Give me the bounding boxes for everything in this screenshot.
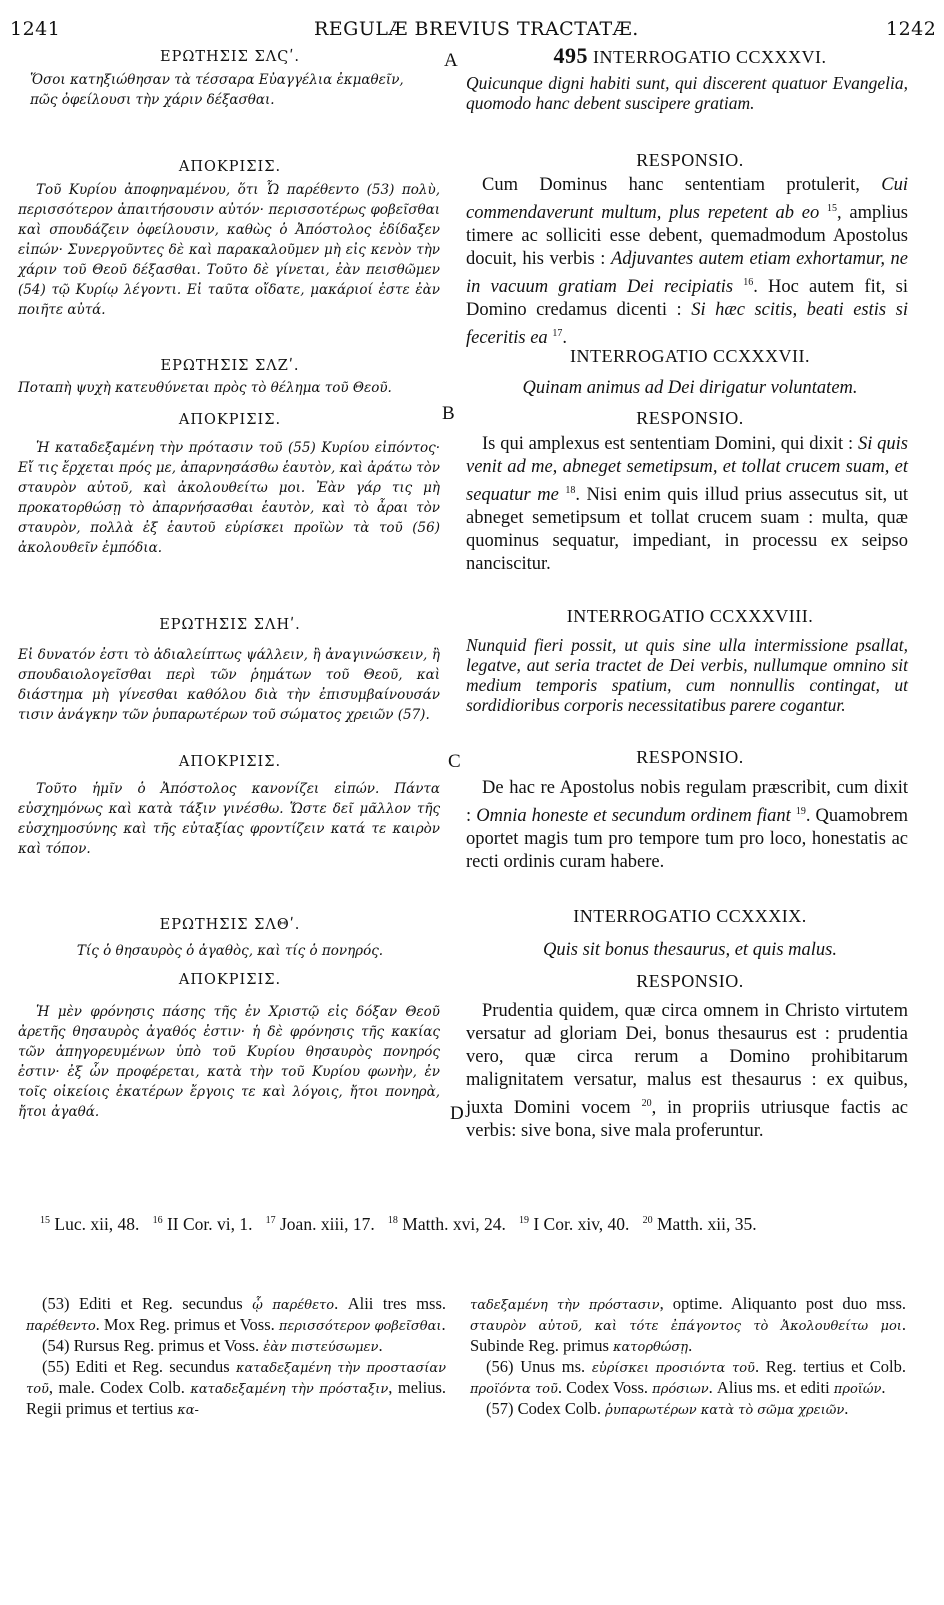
footnote-ref-19: 19	[795, 806, 806, 817]
latin-q237-title: INTERROGATIO CCXXXVII.	[570, 346, 810, 366]
greek-q238-response-title: ΑΠΟΚΡΙΣΙΣ.	[178, 754, 282, 770]
latin-q239-response	[466, 1000, 908, 1143]
latin-q237-resp-b: . Nisi enim quis illud prius assecutus sit, ut abneget semetipsum et tollat crucem suam : multa, quæ quominus sequatur, impediant, in processu ex seipso nanciscitur.	[466, 485, 909, 575]
margin-letter-a: A	[444, 50, 458, 71]
greek-q236-title: ΕΡΩΤΗΣΙΣ ΣΛϚʹ.	[160, 49, 300, 65]
greek-q237-title: ΕΡΩΤΗΣΙΣ ΣΛΖʹ.	[160, 358, 300, 374]
margin-letter-d: D	[450, 1103, 464, 1124]
footnote-ref-20: 20	[641, 1098, 652, 1109]
latin-q239-question: Quis sit bonus thesaurus, et quis malus.	[543, 940, 837, 960]
latin-q238-response	[466, 777, 908, 874]
greek-q239-question: Τίς ὁ θησαυρὸς ὁ ἀγαθὸς, καὶ τίς ὁ πονηρός.	[76, 943, 384, 959]
greek-q236-response: Τοῦ Κυρίου ἀποφηναμένου, ὅτι Ὧ παρέθεντο (53) πολὺ, περισσότερον ἀπαιτήσουσιν αὐτόν· περισσοτέρως φοβεῖσθαι καὶ σπουδάζειν ὀφείλουσιν, καθὼς ὁ Ἀπόστολος ἐδίδαξεν εἰπών· Συνεργοῦντες δὲ καὶ παρακαλοῦμεν μὴ εἰς κενὸν τὴν χάριν τοῦ Θεοῦ δέξασθαι. Τοῦτο δὲ γίνεται, ἐὰν πεισθῶμεν (54) τῷ Κυρίῳ λέγοντι. Εἰ ταῦτα οἴδατε, μακάριοί ἐστε ἐὰν ποιῆτε αὐτά.	[18, 182, 440, 318]
latin-q236-response-title: RESPONSIO.	[636, 150, 744, 170]
greek-q239-title: ΕΡΩΤΗΣΙΣ ΣΛΘʹ.	[159, 917, 301, 933]
scripture-ref: $^{18}$ Matth. xvi, 24.	[387, 1214, 506, 1234]
latin-q236-resp-c-quote: Si hæc scitis, beati estis si feceritis ea	[466, 300, 908, 349]
note-55: (55) Editi et Reg. secundus καταδεξαμένη τὴν προστασίαν τοῦ, male. Codex Colb. καταδεξαμένη τὴν πρόσταξιν, melius. Regii primus et tertius κα-	[26, 1357, 447, 1418]
footnote-ref-15: 15	[827, 203, 837, 214]
latin-q236-resp-c: . Hoc autem fit, si Domino credamus dicenti :	[466, 277, 908, 321]
scripture-ref: $^{20}$ Matth. xii, 35.	[642, 1214, 757, 1234]
scripture-ref: $^{19}$ I Cor. xiv, 40.	[518, 1214, 630, 1234]
latin-q237-question: Quinam animus ad Dei dirigatur voluntatem.	[522, 378, 858, 398]
latin-q236-resp-b: , amplius timere ac solliciti esse debent, quemadmodum Apostolus docuit, his verbis :	[466, 203, 908, 270]
greek-q238-title: ΕΡΩΤΗΣΙΣ ΣΛΗʹ.	[159, 617, 301, 633]
right-page-number: 1242	[886, 18, 937, 40]
note-55-continued: ταδεξαμένη τὴν πρόστασιν, optime. Aliquanto post duo mss. σταυρὸν αὐτοῦ, καὶ τότε ἐπάγοντος τὸ Ἀκολουθείτω μοι. Subinde Reg. primus κατορθώσῃ.	[470, 1294, 907, 1355]
latin-q237-response-title: RESPONSIO.	[636, 408, 744, 428]
greek-q239-response: Ἡ μὲν φρόνησις πάσης τῆς ἐν Χριστῷ εἰς δόξαν Θεοῦ ἀρετῆς θησαυρὸς ἀγαθός ἐστιν· ἡ δὲ φρόνησις τῆς κακίας τῶν ἀπηγορευμένων ὑπὸ τοῦ Κυρίου θησαυρὸς πονηρός ἐστιν· ἐξ ὧν προφέρεται, κατὰ τὴν τοῦ Κυρίου φωνὴν, ἐν τοῖς οἰκείοις ἑκατέρων ἔργοις τε καὶ λόγοις, ἤτοι πονηρὰ, ἤτοι ἀγαθά.	[18, 1004, 440, 1120]
latin-q237-resp-a-quote: Si quis venit ad me, abneget semetipsum, et tollat crucem suam, et sequatur me	[466, 434, 908, 506]
latin-q238-resp-a-quote: Omnia honeste et secundum ordinem fiant	[476, 806, 791, 827]
margin-letter-b: B	[442, 403, 455, 424]
scripture-ref: $^{16}$ II Cor. vi, 1.	[152, 1214, 253, 1234]
latin-q238-question: Nunquid fieri possit, ut quis sine ulla intermissione psallat, legatve, aut seria tractet de Dei verbis, nullumque omnino sit medium temporis spatium, cum nonnullis contingat, ut sordidioribus corporis necessitatibus parere cogantur.	[466, 635, 908, 715]
greek-q237-response: Ἡ καταδεξαμένη τὴν πρότασιν τοῦ (55) Κυρίου εἰπόντος· Εἴ τις ἔρχεται πρός με, ἀπαρνησάσθω ἑαυτὸν, καὶ ἀράτω τὸν σταυρὸν αὐτοῦ, καὶ ἀκολουθείτω μοι. Ἐὰν γάρ τις μὴ προκατορθώσῃ τὸ ἀπαρνήσασθαι ἑαυτὸν, καὶ τὸ ἆραι τὸν σταυρὸν, πολλὰ ἐξ ἑαυτοῦ εὑρίσκει προϊὼν τὰ τοῦ (56) ἀκολουθεῖν ἐμπόδια.	[18, 440, 440, 556]
latin-q236-question: Quicunque digni habiti sunt, qui discerent quatuor Evangelia, quomodo hanc debent suscipere gratiam.	[466, 73, 908, 113]
greek-q236-question: Ὅσοι κατηξιώθησαν τὰ τέσσαρα Εὐαγγέλια ἐκμαθεῖν, πῶς ὀφείλουσι τὴν χάριν δέξασθαι.	[30, 72, 404, 108]
footnote-ref-17: 17	[552, 328, 563, 340]
left-page-number: 1241	[10, 18, 61, 40]
latin-q237-resp-a: Is qui amplexus est sententiam Domini, qui dixit :	[482, 434, 858, 454]
latin-q236-resp-a-quote: Cui commendaverunt multum, plus repetent ab eo	[466, 175, 908, 224]
latin-q238-response-title: RESPONSIO.	[636, 747, 744, 767]
greek-q236-response-title: ΑΠΟΚΡΙΣΙΣ.	[178, 159, 282, 175]
note-57: (57) Codex Colb. ῥυπαρωτέρων κατὰ τὸ σῶμα χρειῶν.	[486, 1399, 849, 1418]
greek-q238-question: Εἰ δυνατόν ἐστι τὸ ἀδιαλείπτως ψάλλειν, ἢ ἀναγινώσκειν, ἢ σπουδαιολογεῖσθαι περὶ τῶν ῥημάτων τοῦ Θεοῦ, καὶ διάστημα μὴ γίνεσθαι καθόλου διὰ τὴν ἐπισυμβαίνουσάν τισιν ἀνάγκην τῶν ῥυπαρωτέρων τοῦ σώματος χρειῶν (57).	[18, 647, 440, 723]
latin-q238-title: INTERROGATIO CCXXXVIII.	[566, 606, 814, 626]
latin-q236-resp-b-quote: Adjuvantes autem etiam exhortamur, ne in vacuum gratiam Dei recipiatis	[466, 249, 908, 298]
latin-q236-title: INTERROGATIO CCXXXVI.	[593, 47, 827, 67]
greek-q238-response: Τοῦτο ἡμῖν ὁ Ἀπόστολος κανονίζει εἰπών. Πάντα εὐσχημόνως καὶ κατὰ τάξιν γινέσθω. Ὥστε δεῖ μᾶλλον τῆς εὐσχημοσύνης καὶ τῆς εὐταξίας φροντίζειν κατά τε καιρὸν καὶ τόπον.	[18, 781, 440, 857]
latin-q239-resp-a: Prudentia quidem, quæ circa omnem in Christo virtutem versatur ad gloriam Dei, bonus thesaurus est : prudentia vero, quæ circa rerum a Domino prohibitarum malignitatem versatur, malus est thesaurus : ex quibus, juxta Domini vocem	[466, 1001, 908, 1119]
latin-q239-title: INTERROGATIO CCXXXIX.	[573, 906, 807, 926]
scripture-ref: $^{15}$ Luc. xii, 48.	[40, 1214, 140, 1234]
scripture-ref: $^{17}$ Joan. xiii, 17.	[265, 1214, 375, 1234]
greek-q237-question: Ποταπὴ ψυχὴ κατευθύνεται πρὸς τὸ θέλημα τοῦ Θεοῦ.	[18, 380, 392, 396]
critical-notes-left	[26, 1294, 446, 1420]
footnote-ref-18: 18	[565, 485, 576, 496]
footnote-ref-16: 16	[743, 277, 754, 289]
note-53: (53) Editi et Reg. secundus ᾧ παρέθετο. Alii tres mss. παρέθεντο. Mox Reg. primus et Voss. περισσότερον φοβεῖσθαι.	[26, 1294, 447, 1334]
greek-q239-response-title: ΑΠΟΚΡΙΣΙΣ.	[178, 972, 282, 988]
latin-q239-resp-b: , in propriis utriusque factis ac verbis: sive bona, sive mala proferuntur.	[466, 1098, 908, 1142]
latin-q237-response	[466, 433, 908, 576]
note-56: (56) Unus ms. εὑρίσκει προσιόντα τοῦ. Reg. tertius et Colb. προϊόντα τοῦ. Codex Voss. πρόσιων. Alius ms. et editi προϊών.	[470, 1357, 906, 1397]
latin-q236-resp-end: .	[562, 328, 567, 349]
margin-letter-c: C	[448, 751, 461, 772]
latin-q236-response	[466, 174, 908, 350]
scripture-references	[40, 1214, 920, 1235]
column-number: 495	[553, 43, 588, 68]
latin-q236-resp-a: Cum Dominus hanc sententiam protulerit,	[482, 175, 882, 195]
running-title: REGULÆ BREVIUS TRACTATÆ.	[314, 18, 639, 40]
latin-q236-title-line	[470, 45, 910, 68]
note-54: (54) Rursus Reg. primus et Voss. ἐὰν πιστεύσωμεν.	[42, 1336, 383, 1355]
greek-q237-response-title: ΑΠΟΚΡΙΣΙΣ.	[178, 412, 282, 428]
latin-q238-resp-b: . Quamobrem oportet magis tum pro tempore tum pro loco, honestatis ac recti ordinis curam habere.	[466, 806, 909, 873]
latin-q239-response-title: RESPONSIO.	[636, 971, 744, 991]
latin-q238-resp-a: De hac re Apostolus nobis regulam præscribit, cum dixit :	[466, 778, 908, 827]
critical-notes-right	[470, 1294, 906, 1420]
